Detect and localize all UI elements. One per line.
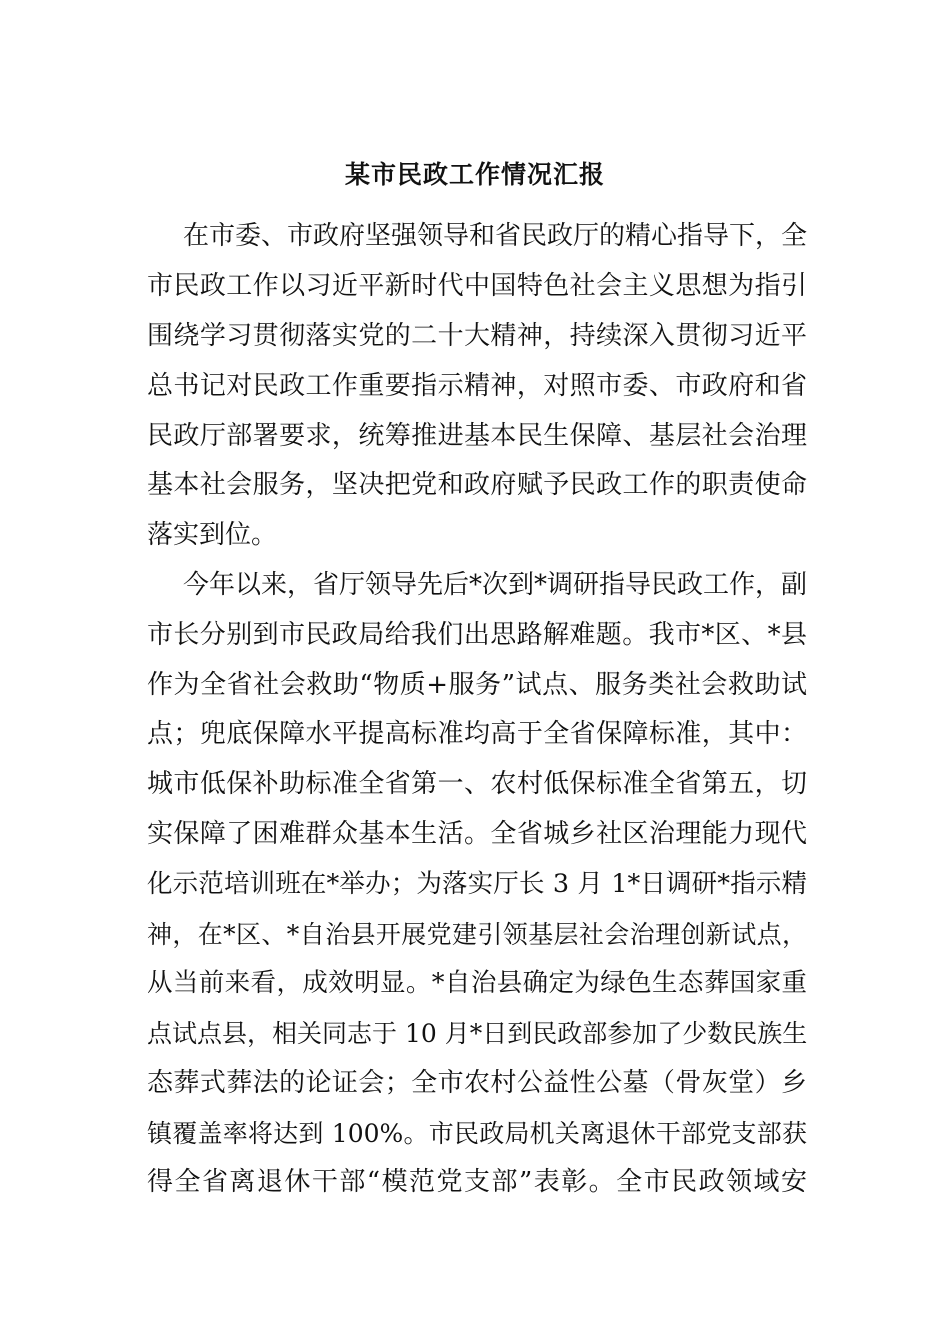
paragraph-1-line-2: 市民政工作以习近平新时代中国特色社会主义思想为指引 — [147, 271, 807, 301]
paragraph-1-line-3: 围绕学习贯彻落实党的二十大精神，持续深入贯彻习近平 — [147, 321, 807, 351]
document-title: 某市民政工作情况汇报 — [344, 160, 605, 189]
paragraph-2-line-11: 态葬式葬法的论证会；全市农村公益性公墓（骨灰堂）乡 — [147, 1068, 807, 1098]
paragraph-1-line-7: 落实到位。 — [147, 520, 278, 550]
paragraph-2-line-2: 市长分别到市民政局给我们出思路解难题。我市*区、*县 — [147, 620, 807, 650]
paragraph-2-line-13: 得全省离退休干部“模范党支部”表彰。全市民政领域安 — [147, 1167, 807, 1197]
paragraph-2-line-7: 化示范培训班在*举办；为落实厅长 3 月 1*日调研*指示精 — [147, 869, 807, 899]
paragraph-2-line-8: 神，在*区、*自治县开展党建引领基层社会治理创新试点， — [147, 920, 807, 949]
paragraph-1-line-6: 基本社会服务，坚决把党和政府赋予民政工作的职责使命 — [147, 470, 807, 500]
paragraph-1-line-5: 民政厅部署要求，统筹推进基本民生保障、基层社会治理 — [147, 421, 807, 451]
paragraph-2-line-1: 今年以来，省厅领导先后*次到*调研指导民政工作，副 — [183, 570, 808, 600]
paragraph-2-line-5: 城市低保补助标准全省第一、农村低保标准全省第五，切 — [147, 769, 807, 799]
paragraph-2-line-6: 实保障了困难群众基本生活。全省城乡社区治理能力现代 — [147, 819, 807, 849]
paragraph-2-line-3: 作为全省社会救助“物质+服务”试点、服务类社会救助试 — [147, 670, 807, 700]
paragraph-2-line-12: 镇覆盖率将达到 100%。市民政局机关离退休干部党支部获 — [147, 1119, 807, 1148]
paragraph-1-line-1: 在市委、市政府坚强领导和省民政厅的精心指导下，全 — [183, 221, 808, 251]
paragraph-1-line-4: 总书记对民政工作重要指示精神，对照市委、市政府和省 — [147, 371, 807, 401]
paragraph-2-line-10: 点试点县，相关同志于 10 月*日到民政部参加了少数民族生 — [147, 1019, 808, 1048]
paragraph-2-line-9: 从当前来看，成效明显。*自治县确定为绿色生态葬国家重 — [147, 968, 807, 998]
paragraph-2-line-4: 点；兜底保障水平提高标准均高于全省保障标准，其中： — [147, 719, 807, 749]
